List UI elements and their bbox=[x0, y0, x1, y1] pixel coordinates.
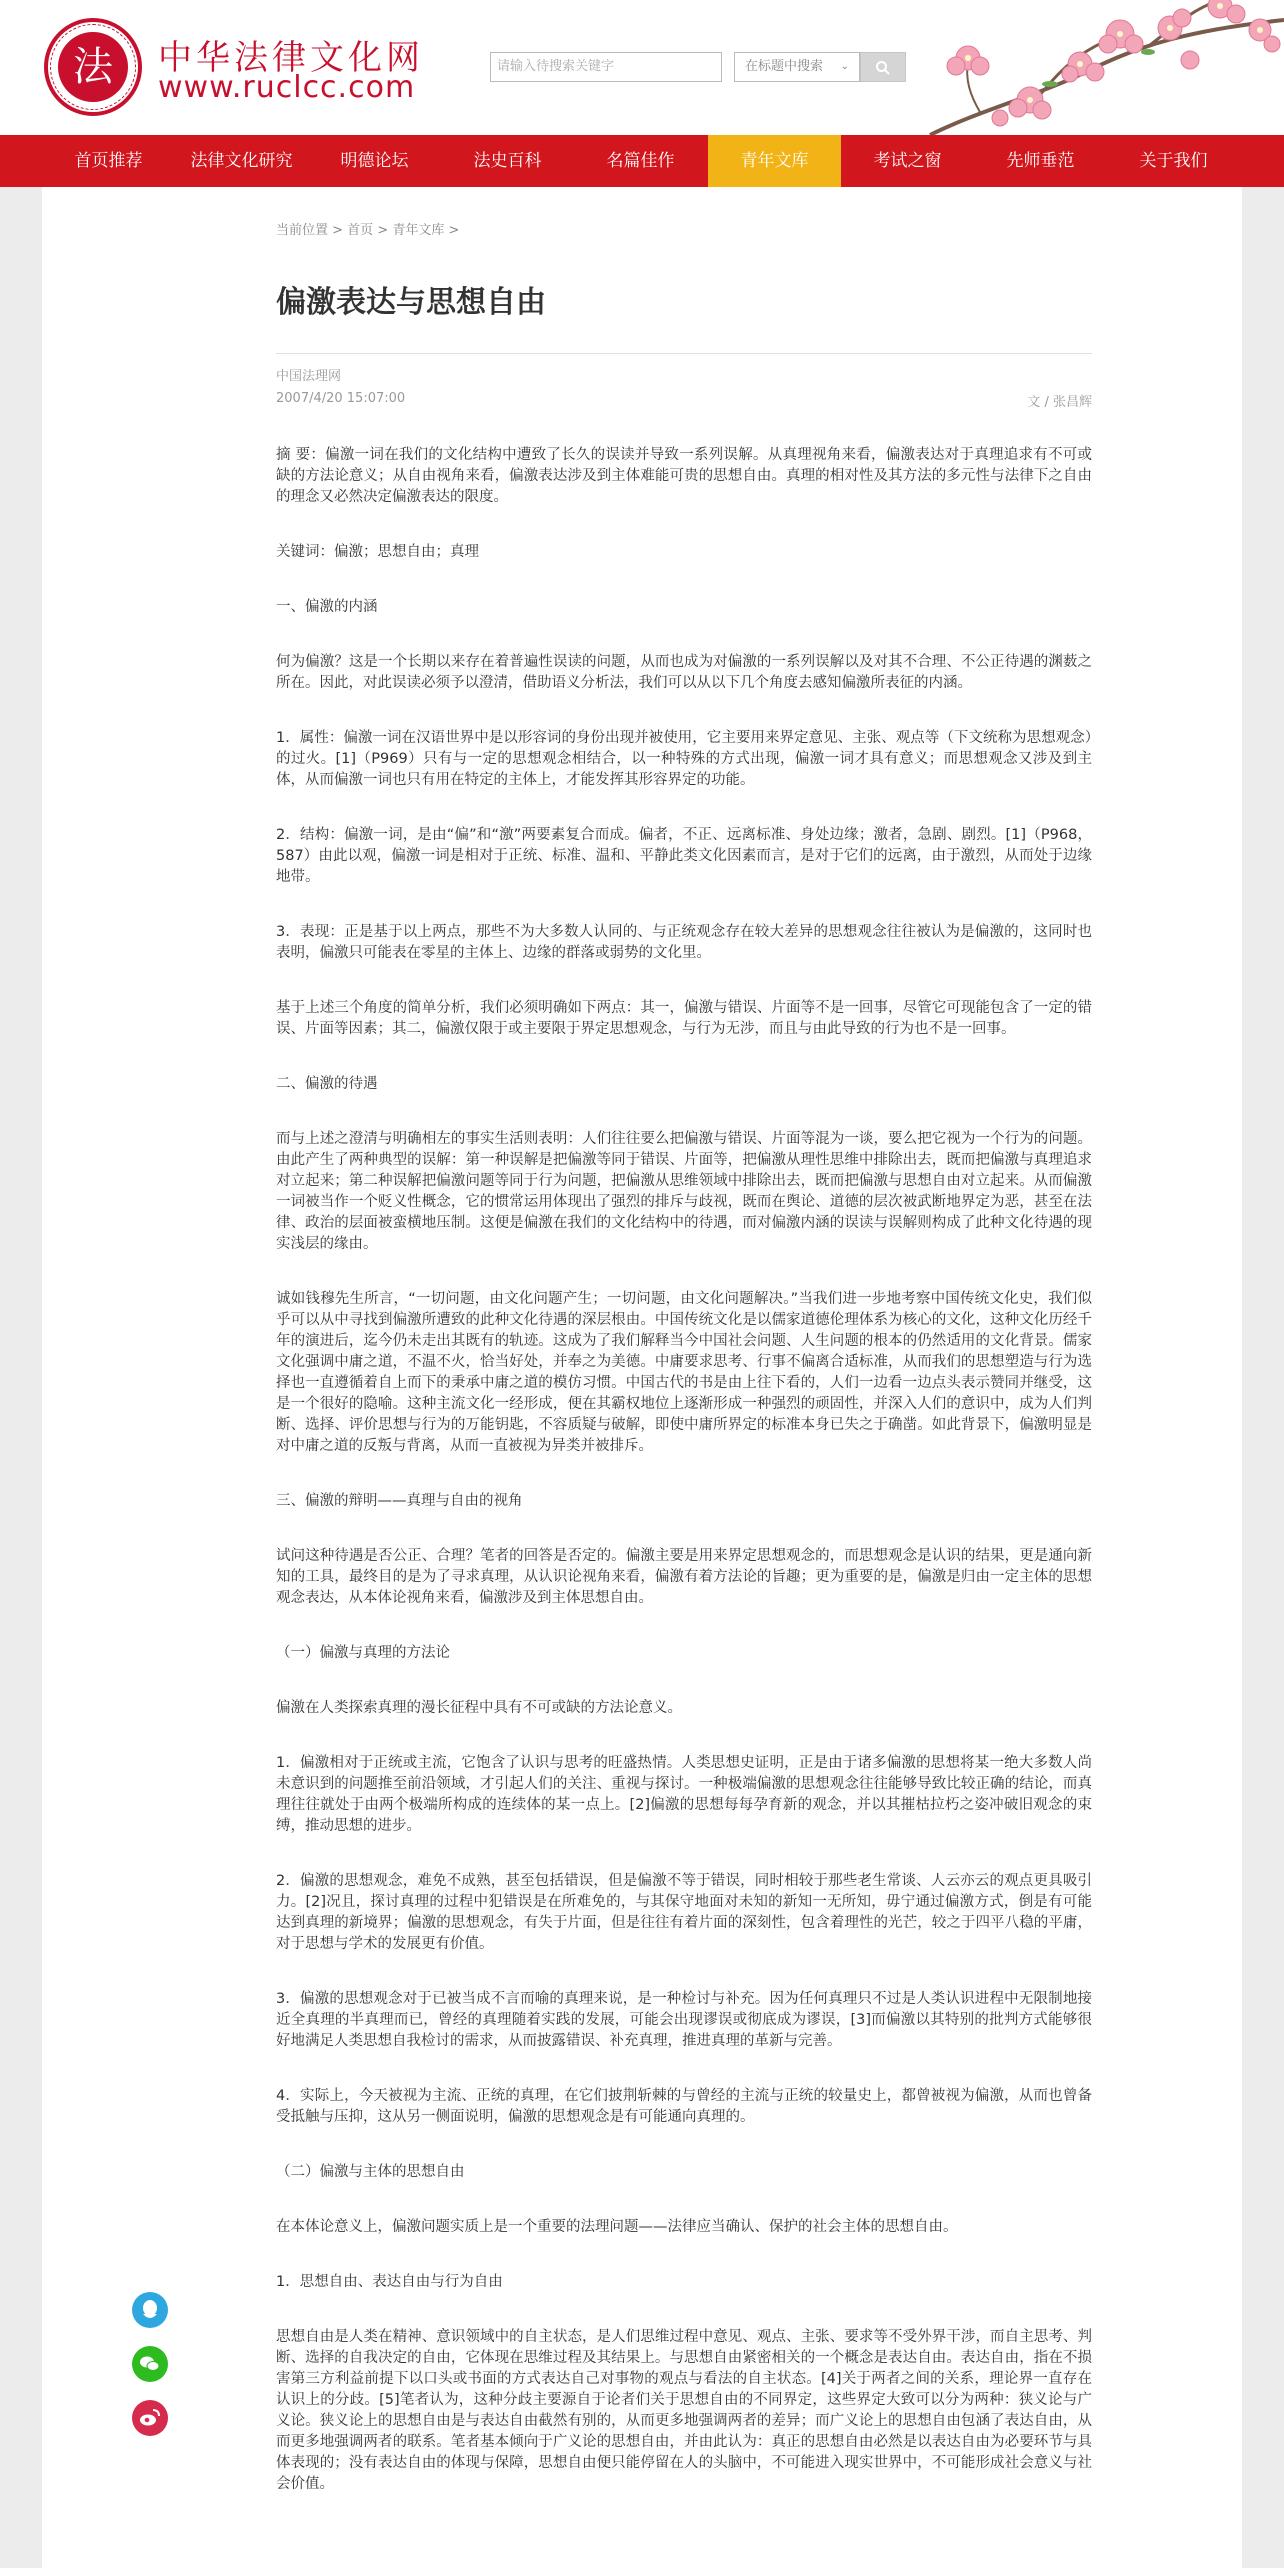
search-scope-select[interactable] bbox=[734, 52, 860, 82]
article-paragraph: 偏激在人类探索真理的漫长征程中具有不可或缺的方法论意义。 bbox=[276, 1700, 682, 1716]
share-weibo-button[interactable] bbox=[132, 2400, 168, 2436]
article-title: 偏激表达与思想自由 bbox=[276, 285, 546, 320]
plum-blossom-decoration bbox=[920, 0, 1284, 135]
search-scope-label: 在标题中搜索 bbox=[745, 59, 824, 74]
article-paragraph: 三、偏激的辩明——真理与自由的视角 bbox=[276, 1493, 523, 1509]
nav-item-legal-culture-research[interactable]: 法律文化研究 bbox=[190, 151, 293, 171]
article-source: 中国法理网 bbox=[276, 369, 342, 384]
main-nav bbox=[0, 135, 1284, 187]
article-paragraph: 1．属性：偏激一词在汉语世界中是以形容词的身份出现并被使用，它主要用来界定意见、主张、观点等（下文统称为思想观念）的过火。[1]（P969）只有与一定的思想观念相结合，以一种特殊的方式出现，偏激一词才具有意义；而思想观念又涉及到主体，从而偏激一词也只有用在特定的主体上，才能发挥其形容界定的功能。 bbox=[276, 730, 1092, 788]
article-paragraph: 1．偏激相对于正统或主流，它饱含了认识与思考的旺盛热情。人类思想史证明，正是由于诸多偏激的思想将某一绝大多数人尚未意识到的问题推至前沿领域，才引起人们的关注、重视与探讨。一种极端偏激的思想观念往往能够导致比较正确的结论，而真理往往就处于由两个极端所构成的连续体的某一点上。[2]偏激的思想每每孕育新的观念，并以其摧枯拉朽之姿冲破旧观念的束缚，推动思想的进步。 bbox=[276, 1755, 1092, 1834]
article-paragraph: 摘 要：偏激一词在我们的文化结构中遭致了长久的误读并导致一系列误解。从真理视角来看，偏激表达对于真理追求有不可或缺的方法论意义；从自由视角来看，偏激表达涉及到主体难能可贵的思想自由。真理的相对性及其方法的多元性与法律下之自由的理念又必然决定偏激表达的限度。 bbox=[276, 447, 1092, 505]
article-paragraph: 二、偏激的待遇 bbox=[276, 1076, 378, 1092]
article-body bbox=[276, 445, 1092, 2529]
qq-icon bbox=[132, 2292, 168, 2328]
article-paragraph: 诚如钱穆先生所言，“一切问题，由文化问题产生；一切问题，由文化问题解决。”当我们进一步地考察中国传统文化史，我们似乎可以从中寻找到偏激所遭致的此种文化待遇的深层根由。中国传统文化是以儒家道德伦理体系为核心的文化，这种文化历经千年的演进后，迄今仍未走出其既有的轨迹。这成为了我们解释当今中国社会问题、人生问题的根本的仍然适用的文化背景。儒家文化强调中庸之道，不温不火，恰当好处，并奉之为美德。中庸要求思考、行事不偏离合适标准，从而我们的思想塑造与行为选择也一直遵循着自上而下的秉承中庸之道的模仿习惯。中国古代的书是由上往下看的，人们一边看一边点头表示赞同并继受，这是一个很好的隐喻。这种主流文化一经形成，便在其霸权地位上逐渐形成一种强烈的顽固性，并深入人们的意识中，成为人们判断、选择、评价思想与行为的万能钥匙，不容质疑与破解，即使中庸所界定的标准本身已失之于确凿。如此背景下，偏激明显是对中庸之道的反叛与背离，从而一直被视为异类并被排斥。 bbox=[276, 1291, 1092, 1454]
article-paragraph: （二）偏激与主体的思想自由 bbox=[276, 2164, 465, 2180]
article-paragraph: 1．思想自由、表达自由与行为自由 bbox=[276, 2274, 503, 2290]
logo-seal-mark: 法 bbox=[58, 32, 128, 102]
article-date: 2007/4/20 15:07:00 bbox=[276, 391, 406, 406]
article-author: 文 / 张昌辉 bbox=[1027, 395, 1092, 410]
nav-item-home[interactable]: 首页推荐 bbox=[74, 151, 143, 171]
site-header bbox=[0, 0, 1284, 135]
article-paragraph: 思想自由是人类在精神、意识领域中的自主状态，是人们思维过程中意见、观点、主张、要求等不受外界干涉，而自主思考、判断、选择的自我决定的自由，它体现在思维过程及其结果上。与思想自由紧密相关的一个概念是表达自由。表达自由，指在不损害第三方利益前提下以口头或书面的方式表达自己对事物的观点与看法的自主状态。[4]关于两者之间的关系，理论界一直存在认识上的分歧。[5]笔者认为，这种分歧主要源自于论者们关于思想自由的不同界定，这些界定大致可以分为两种：狭义论与广义论。狭义论上的思想自由是与表达自由截然有别的，从而更多地强调两者的差异；而广义论上的思想自由包涵了表达自由，从而更多地强调两者的联系。笔者基本倾向于广义论的思想自由，并由此认为：真正的思想自由必然是以表达自由为必要环节与具体表现的；没有表达自由的体现与保障，思想自由便只能停留在人的头脑中，不可能进入现实世界中，不可能形成社会意义与社会价值。 bbox=[276, 2329, 1092, 2492]
share-wechat-button[interactable] bbox=[132, 2346, 168, 2382]
article-paragraph: 而与上述之澄清与明确相左的事实生活则表明：人们往往要么把偏激与错误、片面等混为一谈，要么把它视为一个行为的问题。由此产生了两种典型的误解：第一种误解是把偏激等同于错误、片面等，把偏激从理性思维中排除出去，既而把偏激与真理追求对立起来；第二种误解把偏激问题等同于行为问题，把偏激从思维领域中排除出去，既而把偏激与思想自由对立起来。从而偏激一词被当作一个贬义性概念，它的惯常运用体现出了强烈的排斥与歧视，既而在舆论、道德的层次被武断地界定为恶，甚至在法律、政治的层面被蛮横地压制。这便是偏激在我们的文化结构中的待遇，而对偏激内涵的误读与误解则构成了此种文化待遇的现实浅层的缘由。 bbox=[276, 1131, 1092, 1252]
search-icon bbox=[875, 60, 891, 76]
nav-item-famous-works[interactable]: 名篇佳作 bbox=[606, 151, 675, 171]
nav-item-mentors[interactable]: 先师垂范 bbox=[1006, 151, 1075, 171]
site-logo-seal[interactable] bbox=[44, 18, 142, 116]
nav-item-mingde-forum[interactable]: 明德论坛 bbox=[340, 151, 409, 171]
article-paragraph: 一、偏激的内涵 bbox=[276, 599, 378, 615]
wechat-icon bbox=[132, 2346, 168, 2382]
article-paragraph: （一）偏激与真理的方法论 bbox=[276, 1645, 450, 1661]
article-paragraph: 3．偏激的思想观念对于已被当成不言而喻的真理来说，是一种检讨与补充。因为任何真理只不过是人类认识进程中无限制地接近全真理的半真理而已，曾经的真理随着实践的发展，可能会出现谬误或彻底成为谬误，[3]而偏激以其特别的批判方式能够很好地满足人类思想自我检讨的需求，从而披露错误、补充真理，推进真理的革新与完善。 bbox=[276, 1991, 1092, 2049]
search-button[interactable] bbox=[860, 52, 906, 82]
search-input[interactable]: 请输入待搜索关键字 bbox=[490, 52, 722, 82]
article-paragraph: 2．结构：偏激一词，是由“偏”和“激”两要素复合而成。偏者，不正、远离标准、身处边缘；激者，急剧、剧烈。[1]（P968，587）由此以观，偏激一词是相对于正统、标准、温和、平静此类文化因素而言，是对于它们的远离，由于激烈，从而处于边缘地带。 bbox=[276, 827, 1092, 885]
title-divider bbox=[276, 353, 1092, 354]
nav-item-exam-window[interactable]: 考试之窗 bbox=[873, 151, 942, 171]
weibo-icon bbox=[132, 2400, 168, 2436]
article-paragraph: 2．偏激的思想观念，难免不成熟，甚至包括错误，但是偏激不等于错误，同时相较于那些老生常谈、人云亦云的观点更具吸引力。[2]况且，探讨真理的过程中犯错误是在所难免的，与其保守地面对未知的新知一无所知，毋宁通过偏激方式，倒是有可能达到真理的新境界；偏激的思想观念，有失于片面，但是往往有着片面的深刻性，包含着理性的光芒，较之于四平八稳的平庸，对于思想与学术的发展更有价值。 bbox=[276, 1873, 1092, 1952]
breadcrumb[interactable]: 当前位置 > 首页 > 青年文库 > bbox=[276, 223, 460, 238]
article-paragraph: 关键词：偏激；思想自由；真理 bbox=[276, 544, 479, 560]
article-paragraph: 4．实际上，今天被视为主流、正统的真理，在它们披荆斩棘的与曾经的主流与正统的较量史上，都曾被视为偏激，从而也曾备受抵触与压抑，这从另一侧面说明，偏激的思想观念是有可能通向真理的。 bbox=[276, 2088, 1092, 2125]
article-card bbox=[42, 187, 1242, 2568]
site-url[interactable]: www.ruclcc.com bbox=[158, 70, 416, 105]
nav-item-legal-history-encyclopedia[interactable]: 法史百科 bbox=[473, 151, 542, 171]
article-paragraph: 试问这种待遇是否公正、合理？笔者的回答是否定的。偏激主要是用来界定思想观念的，而思想观念是认识的结果，更是通向新知的工具，最终目的是为了寻求真理，从认识论视角来看，偏激有着方法论的旨趣；更为重要的是，偏激是归由一定主体的思想观念表达，从本体论视角来看，偏激涉及到主体思想自由。 bbox=[276, 1548, 1092, 1606]
nav-item-about-us[interactable]: 关于我们 bbox=[1139, 151, 1208, 171]
chevron-down-icon: ⌄ bbox=[840, 61, 849, 72]
site-title[interactable]: 中华法律文化网 bbox=[158, 38, 424, 78]
article-paragraph: 基于上述三个角度的简单分析，我们必须明确如下两点：其一，偏激与错误、片面等不是一回事，尽管它可现能包含了一定的错误、片面等因素；其二，偏激仅限于或主要限于界定思想观念，与行为无涉，而且与由此导致的行为也不是一回事。 bbox=[276, 1000, 1092, 1037]
article-paragraph: 在本体论意义上，偏激问题实质上是一个重要的法理问题——法律应当确认、保护的社会主体的思想自由。 bbox=[276, 2219, 958, 2235]
nav-item-youth-library[interactable]: 青年文库 bbox=[708, 135, 841, 187]
share-qq-button[interactable] bbox=[132, 2292, 168, 2328]
article-paragraph: 何为偏激？这是一个长期以来存在着普遍性误读的问题，从而也成为对偏激的一系列误解以及对其不合理、不公正待遇的渊薮之所在。因此，对此误读必须予以澄清，借助语义分析法，我们可以从以下几个角度去感知偏激所表征的内涵。 bbox=[276, 654, 1092, 691]
article-paragraph: 3．表现：正是基于以上两点，那些不为大多数人认同的、与正统观念存在较大差异的思想观念往往被认为是偏激的，这同时也表明，偏激只可能表在零星的主体上、边缘的群落或弱势的文化里。 bbox=[276, 924, 1092, 961]
